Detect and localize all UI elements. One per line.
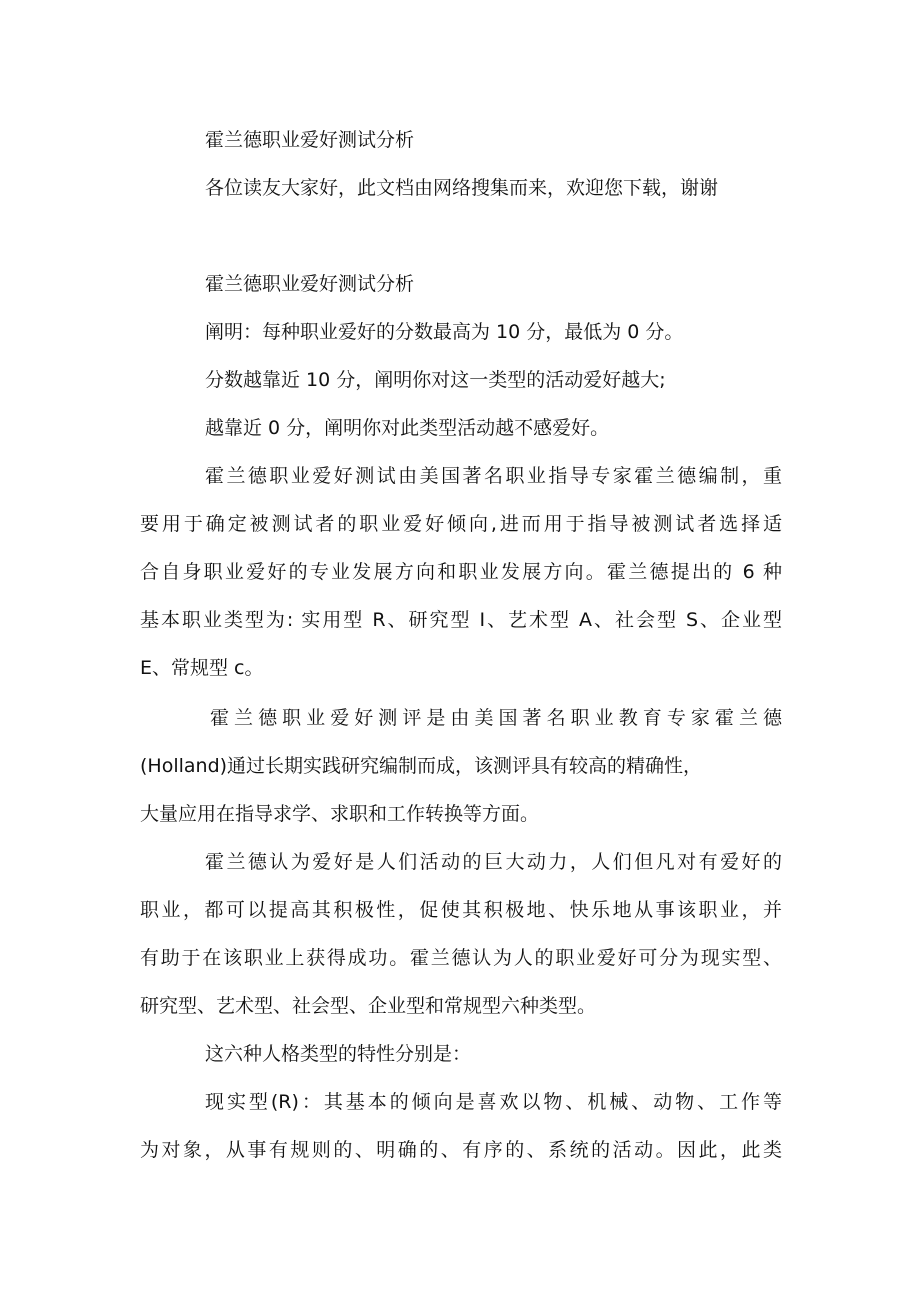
paragraph-line: 霍兰德认为爱好是人们活动的巨大动力，人们但凡对有爱好的 xyxy=(205,851,782,873)
score-note-3: 越靠近 0 分，阐明你对此类型活动越不感爱好。 xyxy=(205,417,610,439)
paragraph-line: 合自身职业爱好的专业发展方向和职业发展方向。霍兰德提出的 6 种 xyxy=(140,561,782,583)
paragraph-line: 大量应用在指导求学、求职和工作转换等方面。 xyxy=(140,803,540,825)
paragraph-line: 霍兰德职业爱好测评是由美国著名职业教育专家霍兰德 xyxy=(210,707,782,729)
paragraph-line: (Holland)通过长期实践研究编制而成，该测评具有较高的精确性， xyxy=(140,755,703,777)
score-note-1: 阐明：每种职业爱好的分数最高为 10 分，最低为 0 分。 xyxy=(205,321,684,343)
paragraph-line: E、常规型 c。 xyxy=(140,657,264,679)
greeting-line: 各位读友大家好，此文档由网络搜集而来，欢迎您下载，谢谢 xyxy=(205,177,719,199)
paragraph-line: 研究型、艺术型、社会型、企业型和常规型六种类型。 xyxy=(140,995,597,1017)
section-title: 霍兰德职业爱好测试分析 xyxy=(205,273,415,295)
paragraph-line: 要用于确定被测试者的职业爱好倾向,进而用于指导被测试者选择适 xyxy=(140,513,782,535)
paragraph-line: 为对象，从事有规则的、明确的、有序的、系统的活动。因此，此类 xyxy=(140,1139,782,1161)
paragraph-line: 有助于在该职业上获得成功。霍兰德认为人的职业爱好可分为现实型、 xyxy=(140,947,782,969)
paragraph-line: 霍兰德职业爱好测试由美国著名职业指导专家霍兰德编制，重 xyxy=(205,465,782,487)
document-title: 霍兰德职业爱好测试分析 xyxy=(205,129,415,151)
paragraph-line: 现实型(R)：其基本的倾向是喜欢以物、机械、动物、工作等 xyxy=(205,1091,782,1113)
paragraph-line: 这六种人格类型的特性分别是： xyxy=(205,1043,472,1065)
paragraph-line: 基本职业类型为: 实用型 R、研究型 I、艺术型 A、社会型 S、企业型 xyxy=(140,609,782,631)
paragraph-line: 职业，都可以提高其积极性，促使其积极地、快乐地从事该职业，并 xyxy=(140,899,782,921)
score-note-2: 分数越靠近 10 分，阐明你对这一类型的活动爱好越大; xyxy=(205,369,666,391)
